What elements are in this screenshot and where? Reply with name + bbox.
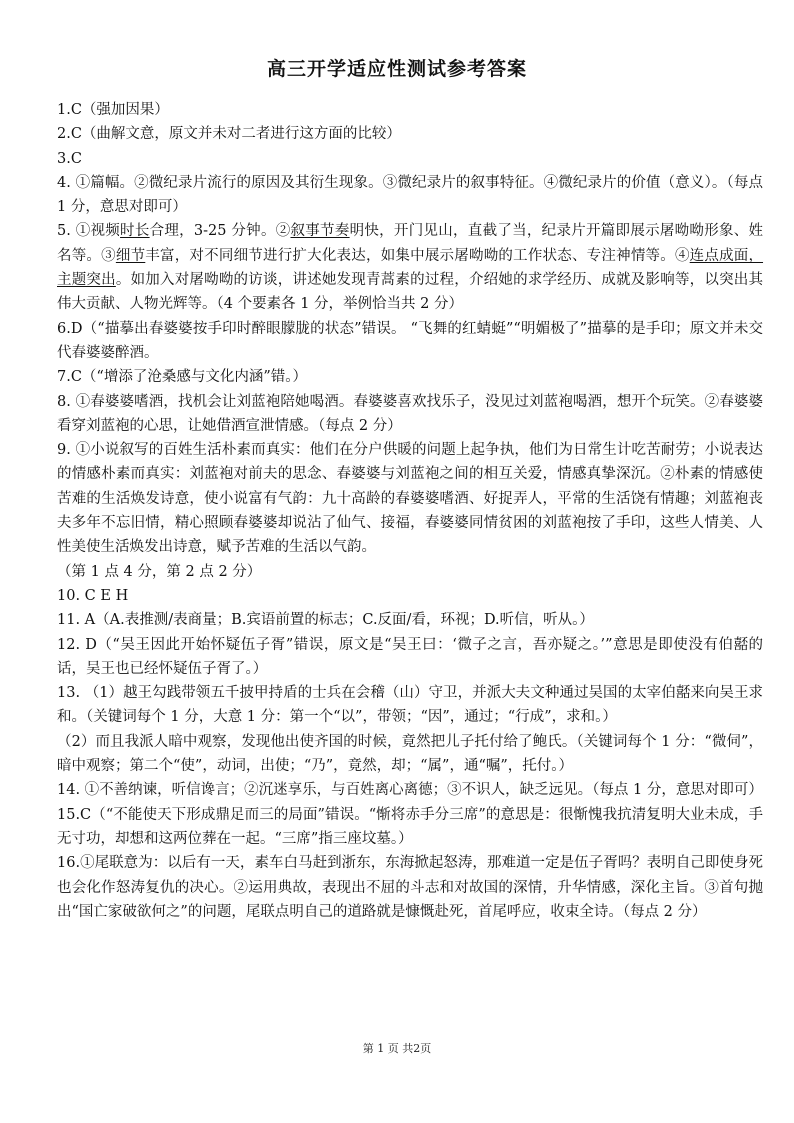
answer-3: 3.C: [57, 150, 82, 167]
answer-11: 11. A（A.表推测/表商量；B.宾语前置的标志；C.反面/看，环视；D.听信，听从。）: [57, 612, 594, 629]
answer-2: 2.C（曲解文意，原文并未对二者进行这方面的比较）: [57, 126, 401, 143]
answer-5-text: 。如加入对屠呦呦的访谈，讲述她发现青蒿素的过程，介绍她的求学经历、成就及影响等，以突出其伟大贡献、人物光辉等。（4 个要素各 1 分，举例恰当共 2 分）: [57, 272, 764, 313]
answer-5-keyword: 时长: [120, 223, 150, 240]
answer-10: 10. C E H: [57, 587, 129, 604]
page-footer: 第 1 页 共2页: [362, 1042, 432, 1055]
answer-9: 9. ①小说叙写的百姓生活朴素而真实：他们在分户供暖的问题上起争执，他们为日常生计吃苦耐劳；小说表达的情感朴素而真实：刘蓝袍对前夫的思念、春婆婆与刘蓝袍之间的相互关爱，情感真挚深沉。②朴素的情感使苦难的生活焕发诗意，使小说富有气韵：九十高龄的春婆婆嗜酒、好捉弄人，平常的生活饶有情趣；刘蓝袍丧夫多年不忘旧情，精心照顾春婆婆却说沾了仙气、接福，春婆婆同情贫困的刘蓝袍按了手印，这些人情美、人性美使生活焕发出诗意，赋予苦难的生活以气韵。: [57, 442, 763, 556]
answer-5: [57, 219, 763, 316]
answer-15: 15.C（“不能使天下形成鼎足而三的局面”错误。“惭将赤手分三席”的意思是：很惭愧我抗清复明大业未成，手无寸功，却想和这两位葬在一起。“三席”指三座坟墓。）: [57, 806, 763, 847]
answer-list: [57, 98, 763, 924]
answer-13-part-1: 13. （1）越王勾践带领五千披甲持盾的士兵在会稽（山）守卫，并派大夫文种通过吴国的太宰伯嚭来向吴王求和。（关键词每个 1 分，大意 1 分：第一个“以”，带领；“因”，通过；“行成”，求和。）: [57, 685, 763, 726]
answer-5-keyword: 叙事节奏: [290, 223, 350, 240]
answer-1: 1.C（强加因果）: [57, 102, 169, 118]
answer-5-text: 丰富，对不同细节进行扩大化表达，如集中展示屠呦呦的工作状态、专注神情等。④: [145, 247, 690, 264]
answer-14: 14. ①不善纳谏，听信谗言；②沉迷享乐，与百姓离心离德；③不识人，缺乏远见。（每点 1 分，意思对即可）: [57, 782, 763, 799]
page-title: 高三开学适应性测试参考答案: [266, 58, 527, 80]
answer-13-part-2: （2）而且我派人暗中观察，发现他出使齐国的时候，竟然把儿子托付给了鲍氏。（关键词每个 1 分：“微伺”，暗中观察；第二个“使”，动词，出使；“乃”，竟然，却；“属”，通“嘱”，托付。）: [57, 733, 763, 775]
answer-5-text: 合理，3-25 分钟。②: [149, 223, 291, 240]
answer-5-keyword: 细节: [115, 247, 146, 264]
answer-8: 8. ①春婆婆嗜酒，找机会让刘蓝袍陪她喝酒。春婆婆喜欢找乐子，没见过刘蓝袍喝酒，想开个玩笑。②春婆婆看穿刘蓝袍的心思，让她借酒宣泄情感。（每点 2 分）: [57, 393, 763, 434]
answer-4: 4. ①篇幅。②微纪录片流行的原因及其衍生现象。③微纪录片的叙事特征。④微纪录片的价值（意义）。（每点 1 分，意思对即可）: [57, 174, 763, 216]
answer-7: 7.C（“增添了沧桑感与文化内涵”错。）: [57, 369, 308, 386]
answer-9-score: （第 1 点 4 分，第 2 点 2 分）: [57, 563, 262, 580]
answer-12: 12. D（“吴王因此开始怀疑伍子胥”错误，原文是“吴王曰：‘微子之言，吾亦疑之。’”意思是即使没有伯嚭的话，吴王也已经怀疑伍子胥了。）: [57, 636, 763, 677]
answer-5-text: 明快，开门见山，直截了当，纪录片开篇即展示屠呦呦形象、姓名等。③: [57, 223, 764, 264]
answer-5-keyword: 连点成面，主题突出: [57, 247, 764, 289]
answer-6: 6.D（“描摹出春婆婆按手印时醉眼朦胧的状态”错误。 “飞舞的红蜻蜓”“明媚极了”描摹的是手印；原文并未交代春婆婆醉酒。: [57, 320, 763, 361]
answer-5-text: 5. ①视频: [57, 223, 121, 240]
answer-16: 16.①尾联意为：以后有一天，素车白马赶到浙东，东海掀起怒涛，那难道一定是伍子胥吗？表明自己即使身死也会化作怒涛复仇的决心。②运用典故，表现出不屈的斗志和对故国的深情，升华情感，深化主旨。③首句抛出“国亡家破欲何之”的问题，尾联点明自己的道路就是慷慨赴死，首尾呼应，收束全诗。（每点 2 分）: [57, 855, 763, 920]
